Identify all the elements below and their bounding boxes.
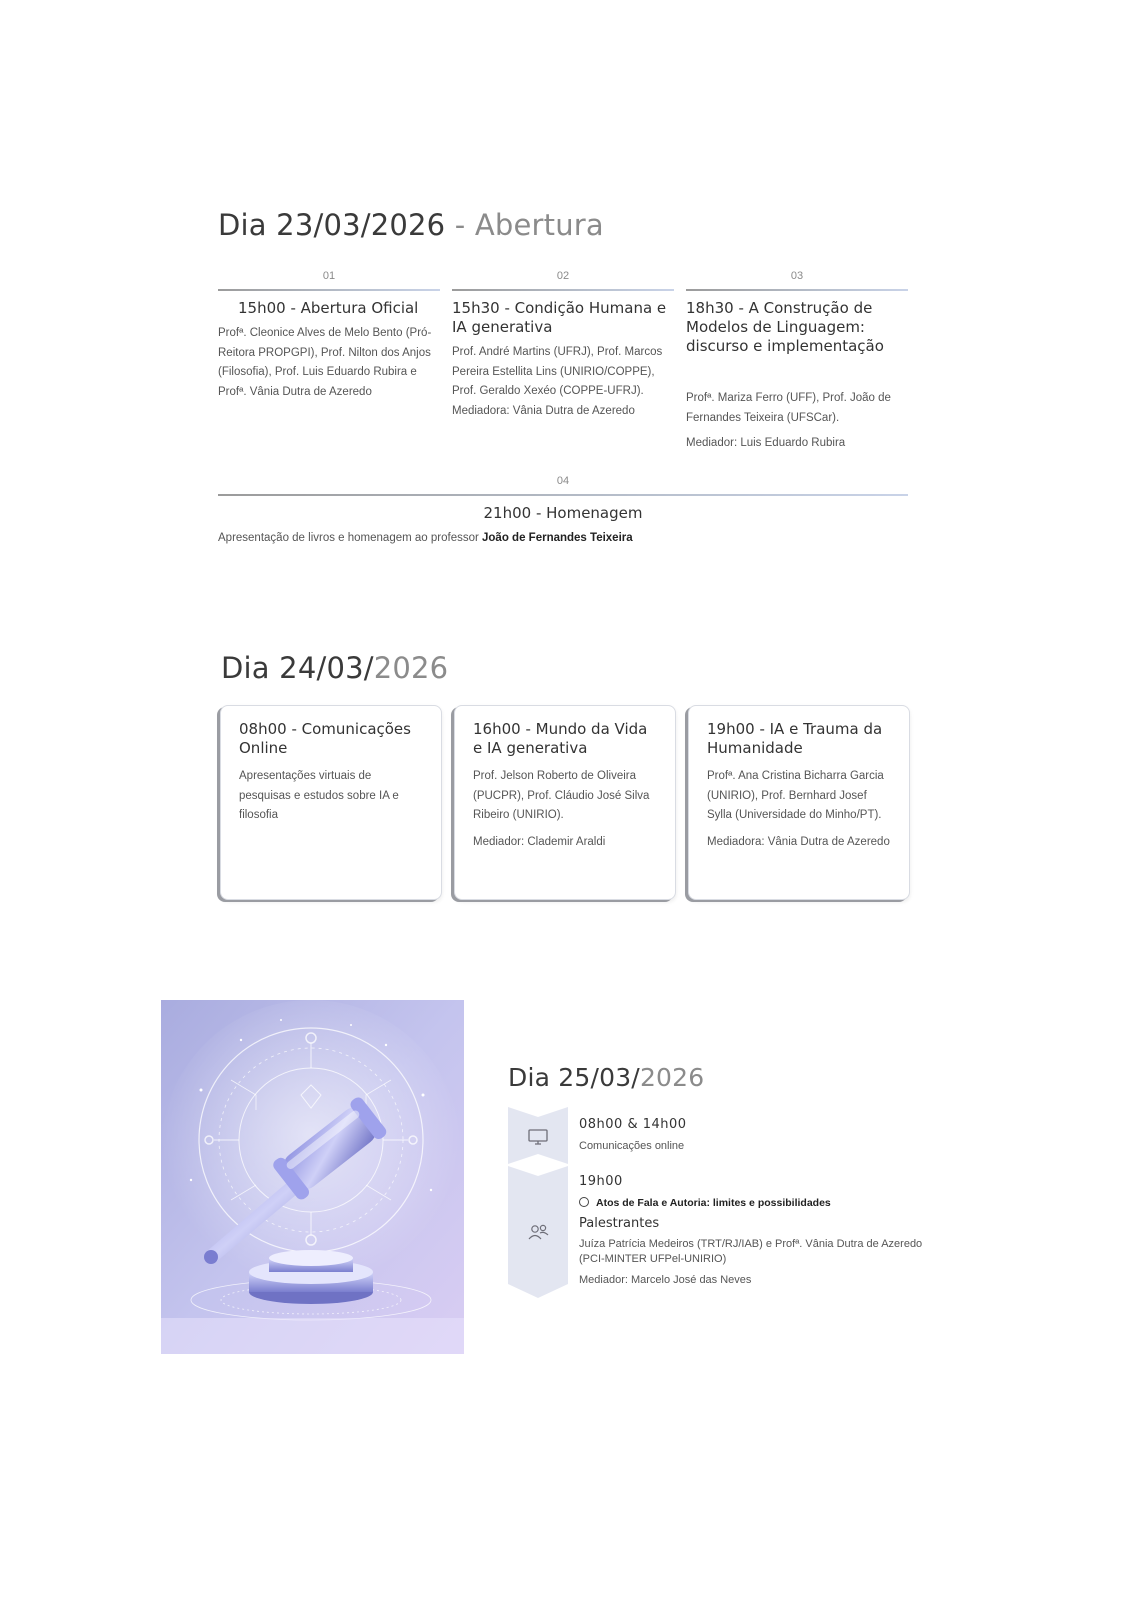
item-number: 03 — [790, 270, 804, 282]
day3-heading — [508, 1063, 704, 1092]
day2-heading — [221, 651, 448, 685]
item-text-bold: João de Fernandes Teixeira — [482, 532, 633, 544]
item-text-plain: Apresentação de livros e homenagem ao professor — [218, 532, 483, 544]
slot2-speakers: Juíza Patrícia Medeiros (TRT/RJ/IAB) e Profª. Vânia Dutra de Azeredo (PCI-MINTER UFPel-UNIRIO) — [579, 1238, 923, 1265]
day3-heading-date: Dia 25/03/ — [508, 1063, 640, 1092]
item-title: 18h30 - A Construção de Modelos de Linguagem: discurso e implementação — [686, 299, 884, 355]
slot2-badge — [508, 1166, 568, 1298]
slot1-time: 08h00 & 14h00 — [579, 1117, 687, 1132]
day1-heading-date: Dia 23/03/2026 — [218, 208, 446, 242]
item-text: Prof. André Martins (UFRJ), Prof. Marcos Pereira Estellita Lins (UNIRIO/COPPE), Prof. Geraldo Xexéo (COPPE-UFRJ). Mediadora: Vânia Dutra de Azeredo — [452, 346, 663, 417]
gavel-illustration — [161, 1000, 464, 1354]
day2-heading-year: 2026 — [373, 651, 449, 685]
card-title: 08h00 - Comunicações Online — [239, 720, 411, 757]
slot2-talk-title: Atos de Fala e Autoria: limites e possibilidades — [596, 1197, 831, 1209]
slot1-badge — [508, 1107, 568, 1164]
item-title: 15h00 - Abertura Oficial — [238, 299, 419, 317]
item-number: 04 — [556, 475, 570, 487]
item-text — [218, 529, 908, 549]
day3-heading-year: 2026 — [639, 1063, 705, 1092]
day1-item-01 — [218, 270, 440, 420]
day1-item-02 — [452, 270, 674, 440]
timeline-line — [686, 289, 908, 291]
slot2-talk — [579, 1197, 831, 1209]
day1-item-03 — [686, 270, 908, 455]
day1-heading — [218, 208, 604, 242]
day1-heading-separator: - — [445, 208, 475, 242]
timeline-line — [218, 494, 908, 496]
item-text: Profª. Cleonice Alves de Melo Bento (Pró-Reitora PROPGPI), Prof. Nilton dos Anjos (Filosofia), Prof. Luis Eduardo Rubira e Profª. Vânia Dutra de Azeredo — [218, 327, 432, 398]
item-title: 21h00 - Homenagem — [483, 504, 643, 522]
day2-heading-date: Dia 24/03/ — [221, 651, 374, 685]
card-title: 19h00 - IA e Trauma da Humanidade — [707, 720, 883, 757]
people-icon — [528, 1223, 550, 1246]
timeline-line — [218, 289, 440, 291]
card-text: Prof. Jelson Roberto de Oliveira (PUCPR), Prof. Cláudio José Silva Ribeiro (UNIRIO). — [473, 770, 650, 821]
slot2-speakers-label: Palestrantes — [579, 1216, 660, 1231]
item-number: 01 — [322, 270, 336, 282]
card-mediator: Mediadora: Vânia Dutra de Azeredo — [707, 835, 890, 848]
day2-card-3 — [688, 705, 910, 900]
slot2-time: 19h00 — [579, 1174, 623, 1189]
day1-item-04 — [218, 475, 908, 555]
monitor-icon — [528, 1129, 548, 1150]
day2-card-1 — [220, 705, 442, 900]
card-text: Apresentações virtuais de pesquisas e estudos sobre IA e filosofia — [239, 770, 399, 821]
item-mediator: Mediador: Luis Eduardo Rubira — [686, 437, 846, 449]
day2-card-2 — [454, 705, 676, 900]
card-mediator: Mediador: Clademir Araldi — [473, 835, 606, 848]
circle-bullet-icon — [579, 1197, 589, 1207]
card-text: Profª. Ana Cristina Bicharra Garcia (UNIRIO), Prof. Bernhard Josef Sylla (Universidade do Minho/PT). — [707, 770, 884, 821]
slot2-mediator: Mediador: Marcelo José das Neves — [579, 1274, 752, 1286]
timeline-line — [452, 289, 674, 291]
item-text: Profª. Mariza Ferro (UFF), Prof. João de Fernandes Teixeira (UFSCar). — [686, 392, 891, 424]
item-number: 02 — [556, 270, 570, 282]
day1-heading-suffix: Abertura — [474, 208, 604, 242]
item-title: 15h30 - Condição Humana e IA generativa — [452, 299, 667, 336]
slot1-description: Comunicações online — [579, 1140, 685, 1152]
card-title: 16h00 - Mundo da Vida e IA generativa — [473, 720, 648, 757]
